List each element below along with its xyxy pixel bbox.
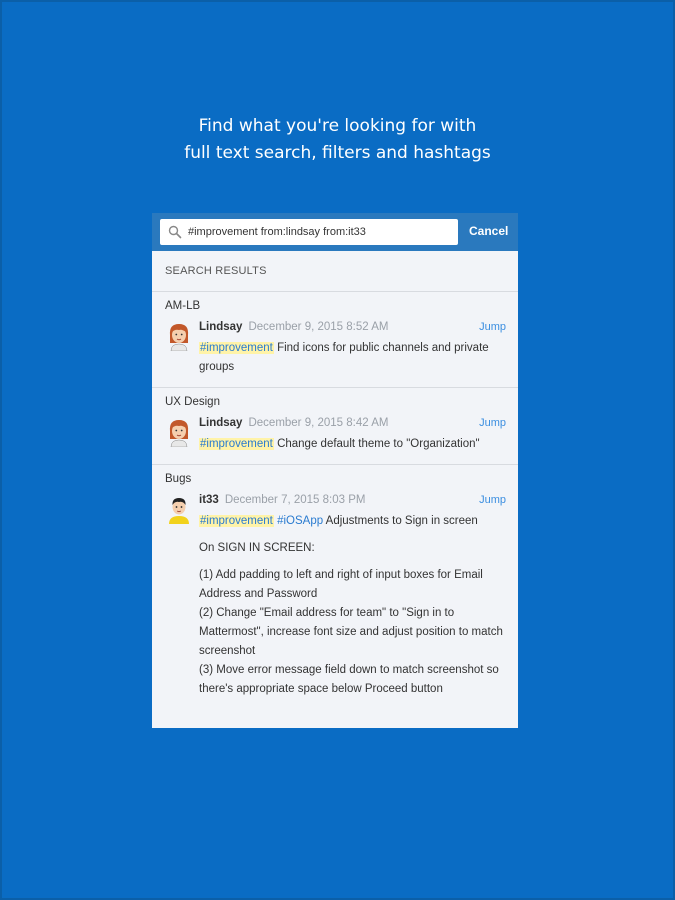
channel-name: UX Design <box>165 396 220 408</box>
search-result-post <box>165 494 518 699</box>
jump-link[interactable]: Jump <box>479 321 506 333</box>
post-header <box>199 494 506 512</box>
post-text: Find icons for public channels and private groups <box>199 342 489 373</box>
author-name[interactable]: it33 <box>199 494 219 506</box>
search-bar <box>152 213 518 251</box>
post-text: Change default theme to "Organization" <box>273 438 480 450</box>
jump-link[interactable]: Jump <box>479 494 506 506</box>
headline-line-2: full text search, filters and hashtags <box>184 143 491 163</box>
post-message <box>199 512 506 531</box>
search-result-post <box>165 321 518 377</box>
hashtag[interactable]: #improvement <box>200 342 273 354</box>
channel-name: AM-LB <box>165 300 201 312</box>
hashtag[interactable]: #improvement <box>200 438 273 450</box>
hashtag[interactable]: #improvement <box>200 515 273 527</box>
post-time: December 9, 2015 8:42 AM <box>248 417 389 429</box>
avatar <box>167 321 191 351</box>
search-box[interactable] <box>160 219 458 245</box>
search-results-header: SEARCH RESULTS <box>152 251 518 292</box>
post-message <box>199 435 506 454</box>
post-message <box>199 339 506 377</box>
post-paragraph: On SIGN IN SCREEN: <box>199 542 315 554</box>
headline-line-1: Find what you're looking for with <box>198 116 477 136</box>
cancel-button[interactable]: Cancel <box>469 224 509 238</box>
hashtag[interactable]: #iOSApp <box>277 515 324 527</box>
post-header <box>199 321 506 339</box>
avatar <box>167 494 191 524</box>
avatar <box>167 417 191 447</box>
channel-name: Bugs <box>165 473 192 485</box>
jump-link[interactable]: Jump <box>479 417 506 429</box>
post-paragraph: (3) Move error message field down to match screenshot so there's appropriate space below Proceed button <box>199 664 499 695</box>
post-time: December 9, 2015 8:52 AM <box>248 321 389 333</box>
post-paragraph: (2) Change "Email address for team" to "Sign in to Mattermost", increase font size and adjust position to match screenshot <box>199 607 503 657</box>
app-screen <box>152 213 518 728</box>
author-name[interactable]: Lindsay <box>199 417 243 429</box>
post-text: Adjustments to Sign in screen <box>323 515 478 527</box>
search-result-post <box>165 417 518 454</box>
post-header <box>199 417 506 435</box>
result-group <box>152 465 518 709</box>
result-group <box>152 388 518 465</box>
post-time: December 7, 2015 8:03 PM <box>224 494 366 506</box>
post-paragraph: (1) Add padding to left and right of input boxes for Email Address and Password <box>199 569 483 600</box>
search-input[interactable] <box>188 226 448 238</box>
result-group <box>152 292 518 388</box>
search-icon <box>168 225 182 239</box>
author-name[interactable]: Lindsay <box>199 321 243 333</box>
promo-headline <box>0 113 675 167</box>
